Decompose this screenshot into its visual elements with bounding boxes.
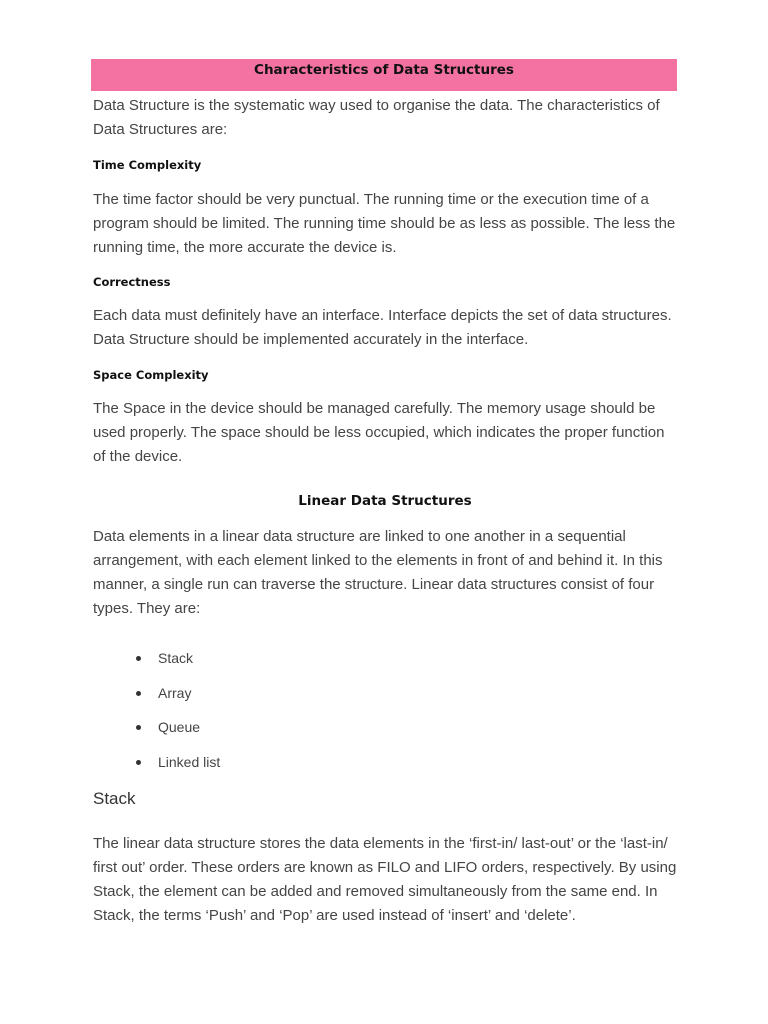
heading-linear-data-structures: Linear Data Structures xyxy=(298,493,472,509)
paragraph-space-complexity: The Space in the device should be managed carefully. The memory usage should be used properly. The space should be less occupied, which indicates the proper function of the device. xyxy=(93,400,665,465)
list-item-label: Linked list xyxy=(158,753,221,770)
heading-space-complexity: Space Complexity xyxy=(93,368,209,382)
list-item-label: Array xyxy=(158,684,192,701)
paragraph-time-complexity: The time factor should be very punctual. The running time or the execution time of a program should be limited. The running time should be as less as possible. The less the running time, the more accurate the device is. xyxy=(93,191,676,256)
intro-paragraph: Data Structure is the systematic way used to organise the data. The characteristics of Data Structures are: xyxy=(93,97,660,138)
paragraph-linear-data-structures: Data elements in a linear data structure are linked to one another in a sequential arrangement, with each element linked to the elements in front of and behind it. In this manner, a single run can traverse the structure. Linear data structures consist of four types. They are: xyxy=(93,528,663,617)
bullet-icon xyxy=(136,691,141,696)
heading-time-complexity: Time Complexity xyxy=(93,158,202,172)
heading-stack: Stack xyxy=(93,788,136,808)
list-item xyxy=(93,718,677,736)
bullet-icon xyxy=(136,725,141,730)
list-item xyxy=(93,649,677,667)
heading-correctness: Correctness xyxy=(93,275,171,289)
list-item xyxy=(93,684,677,702)
paragraph-stack: The linear data structure stores the data elements in the ‘first-in/ last-out’ or the ‘last-in/ first out’ order. These orders are known as FILO and LIFO orders, respectively. By using Stack, the element can be added and removed simultaneously from the same end. In Stack, the terms ‘Push’ and ‘Pop’ are used instead of ‘insert’ and ‘delete’. xyxy=(93,834,677,924)
paragraph-correctness: Each data must definitely have an interface. Interface depicts the set of data structures. Data Structure should be implemented accurately in the interface. xyxy=(93,307,672,348)
linear-types-list xyxy=(93,649,677,771)
list-item xyxy=(93,753,677,771)
list-item-label: Queue xyxy=(158,719,201,735)
document-title: Characteristics of Data Structures xyxy=(91,59,677,91)
list-item-label: Stack xyxy=(158,650,194,666)
bullet-icon xyxy=(136,760,141,765)
bullet-icon xyxy=(136,656,141,661)
